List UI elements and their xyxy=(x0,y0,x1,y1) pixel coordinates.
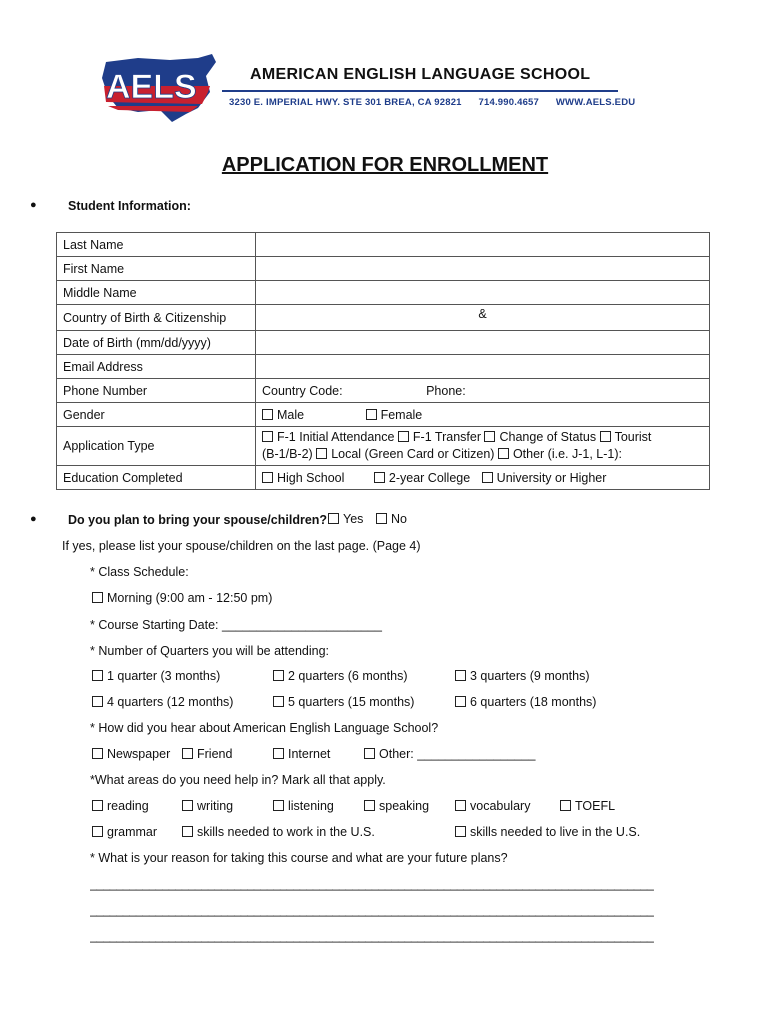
country-code-label: Country Code: xyxy=(262,383,343,398)
spouse-note: If yes, please list your spouse/children on the last page. (Page 4) xyxy=(62,539,421,553)
checkbox[interactable] xyxy=(92,800,103,811)
table-row xyxy=(57,233,710,257)
grammar-option[interactable] xyxy=(92,825,157,839)
aels-logo xyxy=(98,52,218,124)
dob-field[interactable] xyxy=(256,331,710,355)
tourist-text: Tourist xyxy=(614,430,652,444)
table-row xyxy=(57,281,710,305)
email-label: Email Address xyxy=(57,355,256,379)
toefl-option[interactable] xyxy=(560,799,615,813)
listening-text: listening xyxy=(288,799,334,813)
writing-text: writing xyxy=(197,799,234,813)
table-row xyxy=(57,427,710,466)
app-tourist-option[interactable] xyxy=(600,430,652,444)
checkbox[interactable] xyxy=(182,800,193,811)
student-info-heading: Student Information: xyxy=(68,199,191,213)
b1b2-text: (B-1/B-2) xyxy=(262,447,313,461)
q3-text: 3 quarters (9 months) xyxy=(470,669,590,683)
education-label: Education Completed xyxy=(57,466,256,490)
reading-option[interactable] xyxy=(92,799,149,813)
gender-female-option[interactable] xyxy=(366,408,423,422)
checkbox[interactable] xyxy=(182,826,193,837)
app-f1-transfer-option[interactable] xyxy=(398,430,481,444)
quarter-1-option[interactable] xyxy=(92,669,220,683)
female-text: Female xyxy=(380,407,423,422)
speaking-option[interactable] xyxy=(364,799,429,813)
checkbox[interactable] xyxy=(560,800,571,811)
quarters-question: * Number of Quarters you will be attending: xyxy=(90,644,330,658)
checkbox[interactable] xyxy=(600,431,611,442)
phone-label: Phone Number xyxy=(57,379,256,403)
checkbox[interactable] xyxy=(316,448,327,459)
skills-work-text: skills needed to work in the U.S. xyxy=(197,825,375,839)
gender-male-option[interactable] xyxy=(262,408,304,422)
checkbox[interactable] xyxy=(374,472,385,483)
internet-option[interactable] xyxy=(273,747,330,761)
checkbox[interactable] xyxy=(273,696,284,707)
gender-field xyxy=(256,403,710,427)
checkbox[interactable] xyxy=(273,748,284,759)
quarter-4-option[interactable] xyxy=(92,695,233,709)
writing-option[interactable] xyxy=(182,799,233,813)
checkbox[interactable] xyxy=(366,409,377,420)
edu-univ-option[interactable] xyxy=(482,471,607,485)
answer-line-2[interactable]: ______________________________________________________________________________________ xyxy=(90,903,654,917)
school-name: AMERICAN ENGLISH LANGUAGE SCHOOL xyxy=(250,66,591,83)
newspaper-text: Newspaper xyxy=(107,747,171,761)
app-change-status-option[interactable] xyxy=(484,430,596,444)
gender-label: Gender xyxy=(57,403,256,427)
checkbox[interactable] xyxy=(92,592,103,603)
skills-live-text: skills needed to live in the U.S. xyxy=(470,825,641,839)
school-website: WWW.AELS.EDU xyxy=(555,97,636,108)
app-f1-initial-option[interactable] xyxy=(262,430,394,444)
quarter-2-option[interactable] xyxy=(273,669,408,683)
checkbox[interactable] xyxy=(328,513,339,524)
friend-option[interactable] xyxy=(182,747,232,761)
bullet-spouse: ● xyxy=(30,513,37,525)
checkbox[interactable] xyxy=(398,431,409,442)
checkbox[interactable] xyxy=(455,826,466,837)
skills-live-option[interactable] xyxy=(455,825,640,839)
q2-text: 2 quarters (6 months) xyxy=(288,669,408,683)
skills-work-option[interactable] xyxy=(182,825,375,839)
listening-option[interactable] xyxy=(273,799,334,813)
student-info-table xyxy=(56,232,710,490)
app-other-option[interactable] xyxy=(498,447,622,461)
hear-other-text: Other: _________________ xyxy=(379,747,536,761)
answer-line-1[interactable]: ______________________________________________________________________________________ xyxy=(90,877,654,891)
svg-text:AELS: AELS xyxy=(106,68,197,106)
q6-text: 6 quarters (18 months) xyxy=(470,695,597,709)
edu-2yr-option[interactable] xyxy=(374,471,470,485)
bullet-student: ● xyxy=(30,199,37,211)
speaking-text: speaking xyxy=(379,799,430,813)
hear-question: * How did you hear about American English Language School? xyxy=(90,721,439,735)
q4-text: 4 quarters (12 months) xyxy=(107,695,234,709)
checkbox[interactable] xyxy=(273,800,284,811)
course-start-field[interactable]: * Course Starting Date: _______________________ xyxy=(90,618,382,632)
checkbox[interactable] xyxy=(273,670,284,681)
answer-line-3[interactable]: ______________________________________________________________________________________ xyxy=(90,929,654,943)
local-text: Local (Green Card or Citizen) xyxy=(331,447,495,461)
country-birth-field[interactable] xyxy=(256,305,710,331)
quarter-3-option[interactable] xyxy=(455,669,590,683)
checkbox[interactable] xyxy=(455,670,466,681)
table-row xyxy=(57,379,710,403)
high-school-text: High School xyxy=(277,470,345,485)
phone-field[interactable] xyxy=(256,379,710,403)
quarter-6-option[interactable] xyxy=(455,695,596,709)
checkbox[interactable] xyxy=(376,513,387,524)
header-contact xyxy=(229,97,649,108)
reason-question: * What is your reason for taking this course and what are your future plans? xyxy=(90,851,508,865)
yes-text: Yes xyxy=(343,512,364,526)
checkbox[interactable] xyxy=(455,800,466,811)
first-name-label: First Name xyxy=(57,257,256,281)
phone-sub-label: Phone: xyxy=(426,383,466,398)
last-name-field[interactable] xyxy=(256,233,710,257)
school-phone: 714.990.4657 xyxy=(478,97,540,108)
checkbox[interactable] xyxy=(262,472,273,483)
hear-other-option[interactable] xyxy=(364,747,535,761)
q1-text: 1 quarter (3 months) xyxy=(107,669,221,683)
app-type-label: Application Type xyxy=(57,427,256,466)
grammar-text: grammar xyxy=(107,825,158,839)
school-address: 3230 E. IMPERIAL HWY. STE 301 BREA, CA 92821 xyxy=(229,97,462,108)
vocabulary-option[interactable] xyxy=(455,799,530,813)
table-row xyxy=(57,257,710,281)
checkbox[interactable] xyxy=(92,826,103,837)
vocabulary-text: vocabulary xyxy=(470,799,531,813)
table-row xyxy=(57,466,710,490)
spouse-yes-option[interactable] xyxy=(328,512,363,526)
header-divider xyxy=(222,90,618,92)
checkbox[interactable] xyxy=(92,670,103,681)
checkbox[interactable] xyxy=(262,431,273,442)
country-birth-label: Country of Birth & Citizenship xyxy=(57,305,256,331)
toefl-text: TOEFL xyxy=(575,799,616,813)
two-year-text: 2-year College xyxy=(388,470,471,485)
page-title: APPLICATION FOR ENROLLMENT xyxy=(221,154,549,176)
country-birth-separator: & xyxy=(478,307,487,321)
internet-text: Internet xyxy=(288,747,331,761)
spouse-question: Do you plan to bring your spouse/children? xyxy=(68,513,328,527)
no-text: No xyxy=(391,512,407,526)
newspaper-option[interactable] xyxy=(92,747,170,761)
q5-text: 5 quarters (15 months) xyxy=(288,695,415,709)
checkbox[interactable] xyxy=(92,748,103,759)
checkbox[interactable] xyxy=(364,748,375,759)
quarter-5-option[interactable] xyxy=(273,695,414,709)
checkbox[interactable] xyxy=(92,696,103,707)
checkbox[interactable] xyxy=(484,431,495,442)
middle-name-field[interactable] xyxy=(256,281,710,305)
checkbox[interactable] xyxy=(455,696,466,707)
f1-initial-text: F-1 Initial Attendance xyxy=(277,430,395,444)
app-type-field xyxy=(256,427,710,466)
spouse-no-option[interactable] xyxy=(376,512,407,526)
middle-name-label: Middle Name xyxy=(57,281,256,305)
reading-text: reading xyxy=(107,799,149,813)
checkbox[interactable] xyxy=(262,409,273,420)
class-schedule-label: * Class Schedule: xyxy=(90,565,189,579)
other-text: Other (i.e. J-1, L-1): xyxy=(512,447,622,461)
table-row xyxy=(57,331,710,355)
morning-text: Morning (9:00 am - 12:50 pm) xyxy=(107,591,273,605)
f1-transfer-text: F-1 Transfer xyxy=(412,430,481,444)
dob-label: Date of Birth (mm/dd/yyyy) xyxy=(57,331,256,355)
last-name-label: Last Name xyxy=(57,233,256,257)
university-text: University or Higher xyxy=(496,470,607,485)
morning-option[interactable] xyxy=(92,591,272,605)
edu-high-school-option[interactable] xyxy=(262,471,344,485)
checkbox[interactable] xyxy=(364,800,375,811)
table-row xyxy=(57,305,710,331)
change-status-text: Change of Status xyxy=(499,430,597,444)
friend-text: Friend xyxy=(197,747,233,761)
checkbox[interactable] xyxy=(498,448,509,459)
education-field xyxy=(256,466,710,490)
checkbox[interactable] xyxy=(182,748,193,759)
table-row xyxy=(57,355,710,379)
first-name-field[interactable] xyxy=(256,257,710,281)
table-row xyxy=(57,403,710,427)
app-local-option[interactable] xyxy=(316,447,494,461)
areas-question: *What areas do you need help in? Mark all that apply. xyxy=(90,773,386,787)
male-text: Male xyxy=(277,407,305,422)
checkbox[interactable] xyxy=(482,472,493,483)
email-field[interactable] xyxy=(256,355,710,379)
